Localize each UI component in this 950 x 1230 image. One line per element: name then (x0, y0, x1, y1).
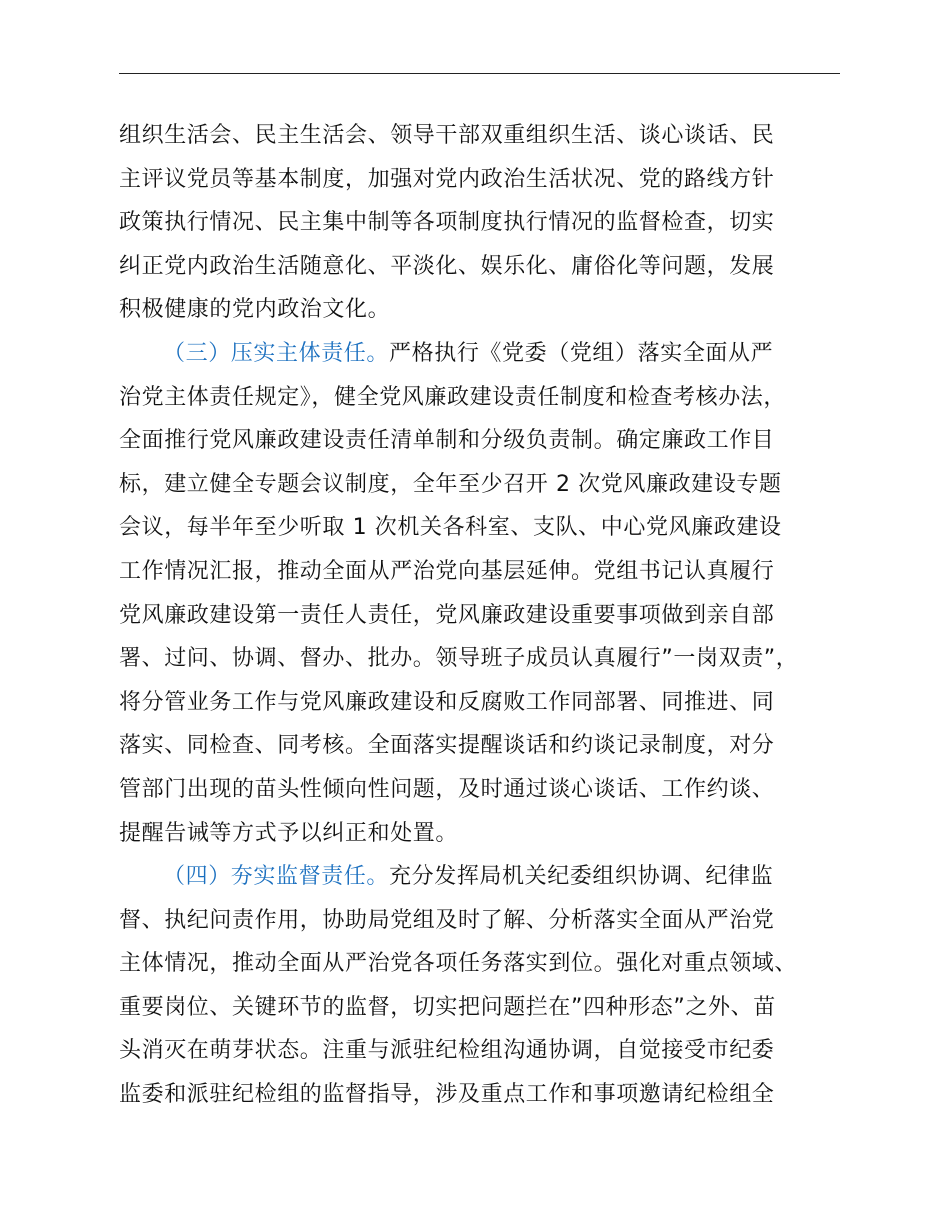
section-heading: （三）压实主体责任。 (163, 340, 390, 366)
text-line: 监委和派驻纪检组的监督指导，涉及重点工作和事项邀请纪检组全 (119, 1082, 775, 1108)
text-line: 落实、同检查、同考核。全面落实提醒谈话和约谈记录制度，对分 (119, 733, 775, 759)
paragraph-first-line (119, 332, 849, 376)
text-span: 严格执行《党委（党组）落实全面从严 (389, 340, 774, 366)
header-divider (119, 73, 840, 74)
text-line: 重要岗位、关键环节的监督，切实把问题拦在”四种形态”之外、苗 (119, 994, 776, 1020)
text-line: 组织生活会、民主生活会、领导干部双重组织生活、谈心谈话、民 (119, 123, 775, 148)
document-body (119, 114, 849, 1117)
text-line: 署、过问、协调、督办、批办。领导班子成员认真履行”一岗双责”， (119, 646, 799, 672)
text-span: 充分发挥局机关纪委组织协调、纪律监 (389, 864, 774, 890)
text-line: 提醒告诫等方式予以纠正和处置。 (119, 820, 459, 846)
text-line: 政策执行情况、民主集中制等各项制度执行情况的监督检查，切实 (119, 210, 775, 236)
text-line: 纠正党内政治生活随意化、平淡化、娱乐化、庸俗化等问题，发展 (119, 253, 775, 279)
paragraph-supervision-responsibility (119, 855, 849, 1117)
text-line: 会议，每半年至少听取 1 次机关各科室、支队、中心党风廉政建设 (119, 515, 782, 541)
text-line: 主体情况，推动全面从严治党各项任务落实到位。强化对重点领域、 (119, 951, 798, 977)
text-line: 督、执纪问责作用，协助局党组及时了解、分析落实全面从严治党 (119, 907, 775, 933)
paragraph-first-line (119, 855, 849, 899)
paragraph-continuation (119, 114, 849, 332)
text-line: 治党主体责任规定》，健全党风廉政建设责任制度和检查考核办法， (119, 384, 787, 410)
text-line: 党风廉政建设第一责任人责任，党风廉政建设重要事项做到亲自部 (119, 602, 775, 628)
text-line: 积极健康的党内政治文化。 (119, 297, 391, 323)
text-line: 工作情况汇报，推动全面从严治党向基层延伸。党组书记认真履行 (119, 558, 775, 584)
text-line: 管部门出现的苗头性倾向性问题，及时通过谈心谈话、工作约谈、 (119, 776, 775, 802)
text-line: 将分管业务工作与党风廉政建设和反腐败工作同部署、同推进、同 (119, 689, 775, 715)
paragraph-main-responsibility (119, 332, 849, 855)
text-line: 标，建立健全专题会议制度，全年至少召开 2 次党风廉政建设专题 (119, 471, 782, 497)
text-line: 全面推行党风廉政建设责任清单制和分级负责制。确定廉政工作目 (119, 428, 775, 454)
text-line: 主评议党员等基本制度，加强对党内政治生活状况、党的路线方针 (119, 166, 775, 192)
text-line: 头消灭在萌芽状态。注重与派驻纪检组沟通协调，自觉接受市纪委 (119, 1038, 775, 1064)
section-heading: （四）夯实监督责任。 (163, 864, 390, 890)
